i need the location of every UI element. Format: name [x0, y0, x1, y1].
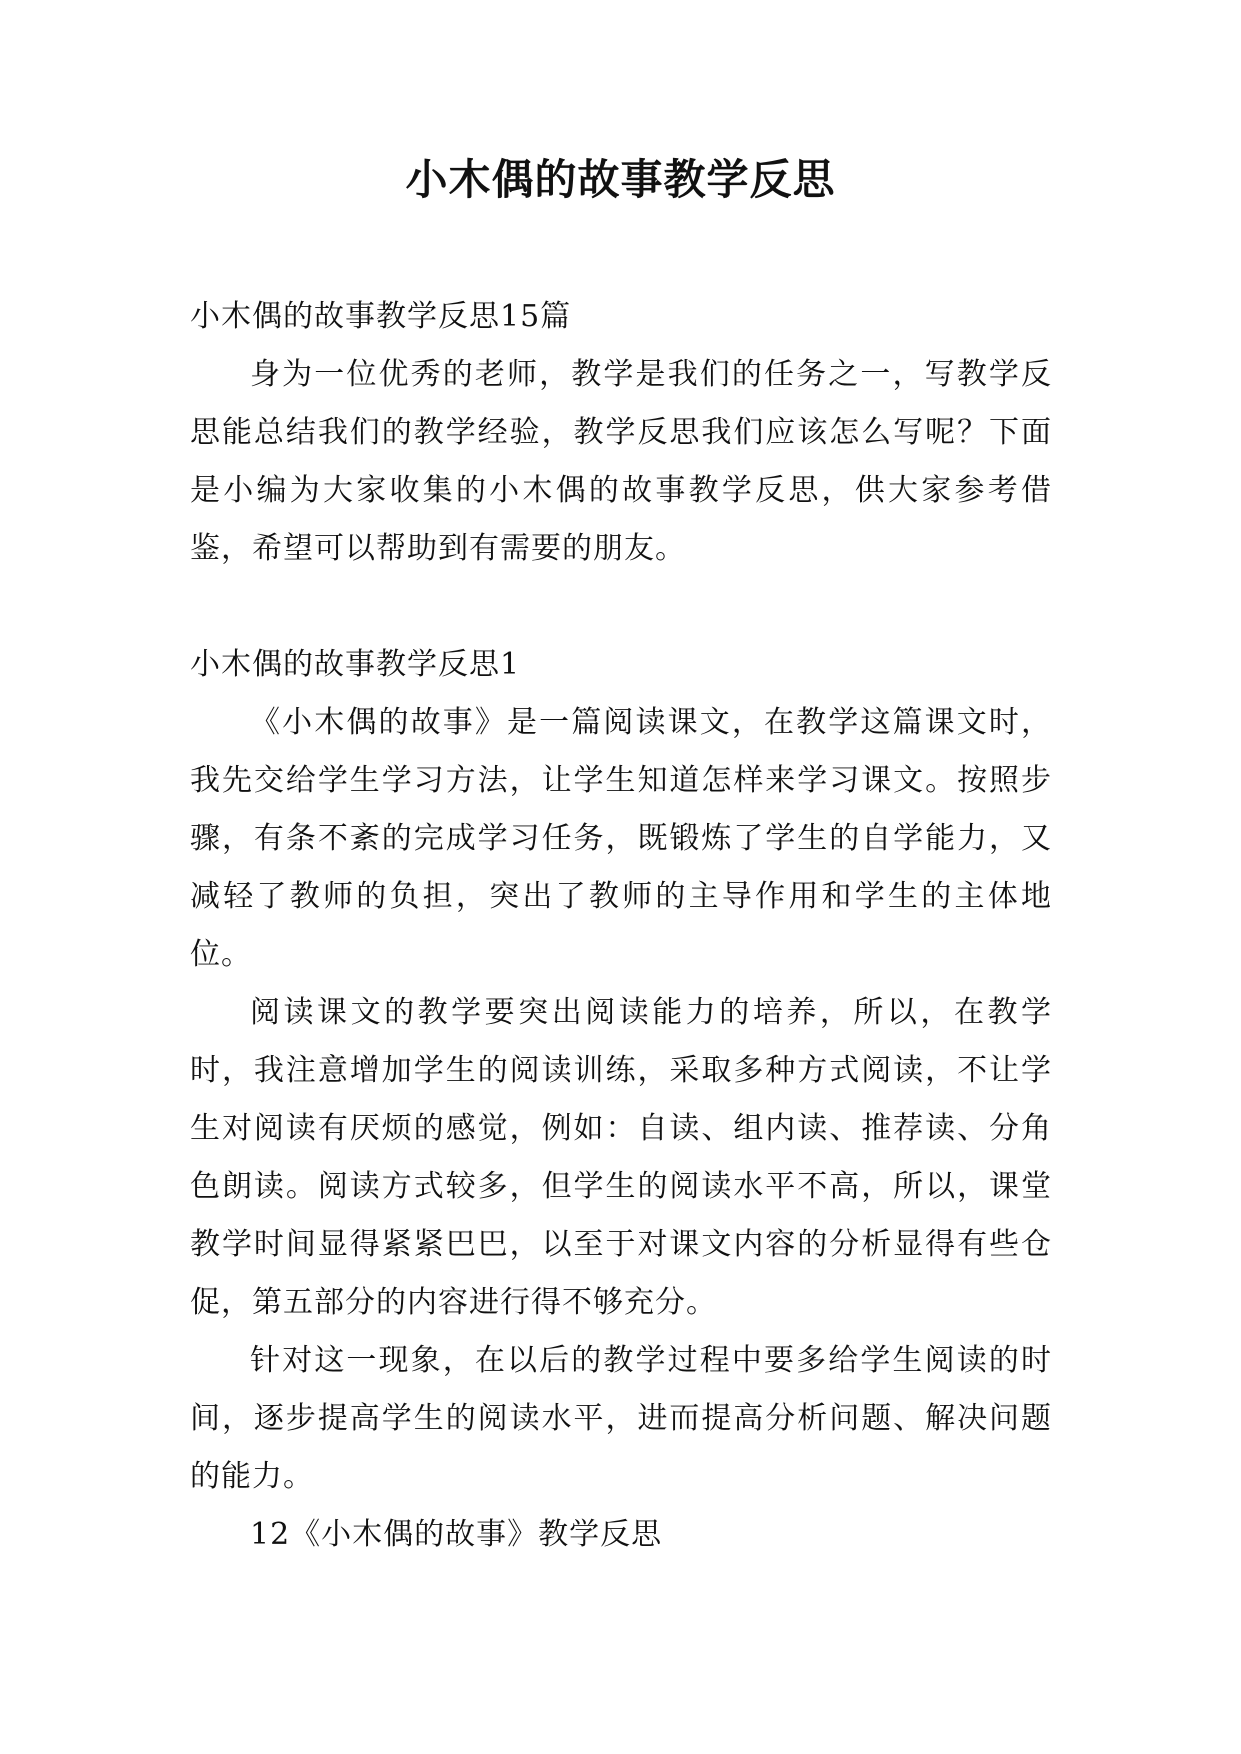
section1-paragraph-3: 针对这一现象，在以后的教学过程中要多给学生阅读的时间，逐步提高学生的阅读水平，进而提高分析问题、解决问题的能力。: [190, 1343, 1052, 1494]
section1-paragraph-2: 阅读课文的教学要突出阅读能力的培养，所以，在教学时，我注意增加学生的阅读训练，采取多种方式阅读，不让学生对阅读有厌烦的感觉，例如：自读、组内读、推荐读、分角色朗读。阅读方式较多，但学生的阅读水平不高，所以，课堂教学时间显得紧紧巴巴，以至于对课文内容的分析显得有些仓促，第五部分的内容进行得不够充分。: [190, 995, 1052, 1320]
intro-heading: 小木偶的故事教学反思15篇: [190, 299, 572, 334]
section1-heading: 小木偶的故事教学反思1: [190, 647, 521, 682]
section1-paragraph-1: 《小木偶的故事》是一篇阅读课文，在教学这篇课文时，我先交给学生学习方法，让学生知道怎样来学习课文。按照步骤，有条不紊的完成学习任务，既锻炼了学生的自学能力，又减轻了教师的负担，突出了教师的主导作用和学生的主体地位。: [190, 705, 1052, 972]
document-title: 小木偶的故事教学反思: [405, 155, 836, 204]
document-body: [190, 288, 1052, 1564]
intro-paragraph: 身为一位优秀的老师，教学是我们的任务之一，写教学反思能总结我们的教学经验，教学反思我们应该怎么写呢？下面是小编为大家收集的小木偶的故事教学反思，供大家参考借鉴，希望可以帮助到有需要的朋友。: [190, 357, 1052, 566]
section2-heading: 12《小木偶的故事》教学反思: [250, 1517, 663, 1552]
section-gap: [190, 578, 1052, 636]
